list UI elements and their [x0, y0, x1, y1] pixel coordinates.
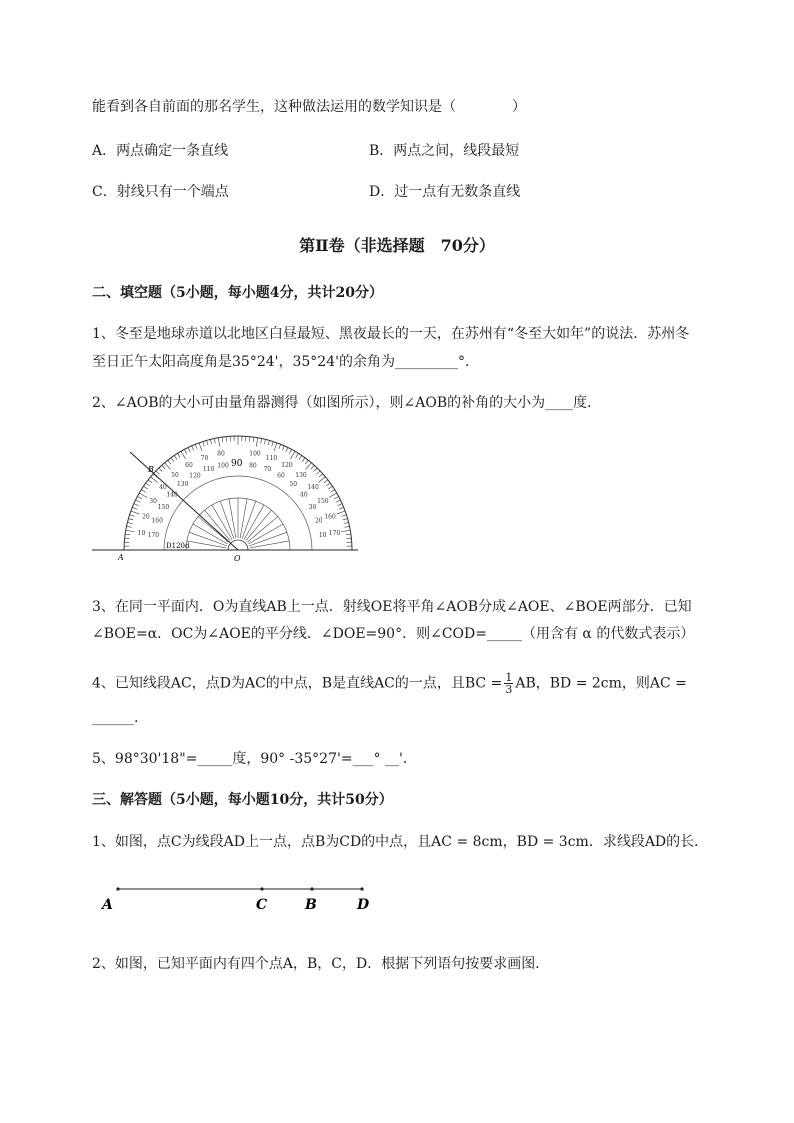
protractor-tick	[128, 519, 133, 520]
protractor-tick	[131, 511, 139, 514]
point-a-dot	[116, 887, 119, 890]
one-third-fraction	[504, 672, 513, 695]
protractor-tick	[268, 440, 269, 445]
protractor-tick	[139, 493, 147, 498]
protractor-tick	[311, 465, 314, 469]
protractor-tick	[272, 442, 274, 447]
protractor-tick	[253, 437, 254, 442]
protractor-inner-number: 40	[300, 491, 308, 499]
protractor-radial-line	[249, 532, 287, 546]
protractor-tick	[127, 522, 132, 523]
protractor-tick	[282, 446, 284, 451]
protractor-tick	[210, 439, 211, 444]
protractor-tick	[341, 530, 350, 532]
protractor-inner-number: 20	[314, 517, 323, 525]
protractor-outer-number: 10	[137, 529, 146, 537]
point-o-label: O	[234, 554, 241, 563]
q2-line: 2、∠AOB的大小可由量角器测得（如图所示），则∠AOB的补角的大小为____度．	[92, 395, 602, 411]
protractor-tick	[125, 538, 130, 539]
point-d-dot	[360, 887, 363, 890]
protractor-tick	[159, 468, 162, 472]
protractor-inner-number: 130	[176, 481, 189, 489]
protractor-tick	[328, 486, 332, 489]
protractor-figure	[88, 430, 363, 565]
protractor-tick	[334, 496, 338, 498]
protractor-tick	[178, 453, 181, 457]
protractor-tick	[249, 437, 250, 442]
q5-line: 5、98°30'18"=_____度，90° -35°27'=___° __'．	[92, 751, 417, 767]
protractor-tick	[171, 458, 174, 462]
label-c: C	[256, 897, 268, 913]
protractor-tick	[305, 463, 311, 470]
protractor-tick	[305, 460, 308, 464]
protractor-tick	[274, 443, 277, 451]
protractor-inner-number: 120	[189, 472, 201, 480]
protractor-outer-number: 80	[217, 450, 225, 458]
protractor-outer-number: 50	[171, 471, 179, 479]
protractor-tick	[299, 455, 302, 459]
protractor-tick	[261, 438, 262, 443]
protractor-inner-number: 140	[166, 491, 178, 499]
protractor-inner-number: 80	[249, 462, 257, 470]
q1-line1: 1、冬至是地球赤道以北地区白昼最短、黑夜最长的一天，在苏州有“冬至大如年”的说法．苏州冬	[92, 326, 690, 342]
section-solve-heading: 三、解答题（5小题，每小题10分，共计50分）	[92, 792, 393, 808]
protractor-radial-line	[220, 501, 234, 539]
q4-line1	[92, 672, 687, 695]
protractor-outer-number: 20	[142, 513, 150, 521]
protractor-tick	[256, 438, 258, 447]
protractor-tick	[286, 448, 288, 452]
protractor-tick	[296, 453, 299, 457]
question-tail-text: 能看到各自前面的那名学生，这种做法运用的数学知识是（ ）	[92, 99, 526, 115]
protractor-tick	[336, 500, 340, 502]
protractor-tick	[174, 455, 177, 459]
protractor-inner-number: 10	[318, 532, 327, 540]
protractor-tick	[125, 534, 130, 535]
protractor-outer-number: 150	[317, 498, 329, 505]
protractor-tick	[151, 477, 158, 483]
point-a-label: A	[118, 553, 124, 562]
protractor-tick	[338, 504, 343, 506]
protractor-inner-number: 70	[263, 466, 272, 474]
protractor-tick	[126, 526, 131, 527]
q3-line2: ∠BOE=α．OC为∠AOE的平分线．∠DOE=90°．则∠COD=_____（用含有 α 的代数式表示）	[92, 626, 695, 642]
q1-line2: 至日正午太阳高度角是35°24'，35°24'的余角为_________°．	[92, 354, 479, 370]
protractor-tick	[345, 526, 350, 527]
protractor-outer-number: 100	[249, 450, 261, 458]
protractor-center-arc	[228, 540, 248, 550]
protractor-tick	[188, 448, 190, 452]
protractor-outer-number: 170	[328, 529, 341, 537]
protractor-model-label: D120d	[166, 542, 190, 550]
protractor-tick	[137, 496, 141, 498]
protractor-outer-number: 160	[324, 513, 336, 521]
protractor-tick	[214, 438, 215, 443]
point-c-dot	[260, 887, 263, 890]
protractor-radial-line	[250, 541, 289, 548]
protractor-tick	[289, 449, 291, 453]
protractor-tick	[192, 446, 194, 451]
protractor-tick	[316, 471, 320, 474]
protractor-tick	[339, 507, 344, 509]
protractor-inner-number: 170	[147, 532, 160, 540]
protractor-inner-number: 100	[217, 462, 229, 470]
protractor-radial-line	[240, 499, 247, 538]
protractor-outer-number: 30	[149, 498, 157, 505]
protractor-tick	[143, 486, 147, 489]
option-c: C．射线只有一个端点	[92, 184, 229, 200]
protractor-radial-line	[187, 541, 226, 548]
label-b: B	[305, 897, 317, 913]
protractor-tick	[168, 460, 171, 464]
protractor-tick	[222, 437, 223, 442]
protractor-tick	[330, 490, 334, 493]
point-b-dot	[310, 887, 313, 890]
protractor-tick	[126, 530, 135, 532]
q4-part1: 4、已知线段AC，点D为AC的中点，B是直线AC的一点，且BC =	[92, 675, 503, 692]
protractor-tick	[324, 480, 328, 483]
fraction-numerator: 1	[505, 671, 513, 684]
protractor-inner-number: 60	[277, 472, 285, 480]
label-d: D	[357, 897, 370, 913]
label-a: A	[102, 897, 113, 913]
protractor-tick	[195, 444, 197, 449]
protractor-tick	[148, 480, 152, 483]
protractor-tick	[326, 483, 330, 486]
protractor-inner-number: 110	[202, 466, 215, 474]
protractor-outer-number: 60	[185, 462, 193, 470]
protractor-tick	[156, 471, 160, 474]
protractor-inner-number: 150	[157, 504, 170, 511]
protractor-tick	[203, 442, 205, 447]
protractor-tick	[136, 500, 140, 502]
protractor-tick	[264, 439, 265, 444]
protractor-inner-number: 160	[151, 517, 163, 525]
protractor-radial-line	[242, 501, 256, 539]
protractor-tick	[318, 477, 325, 483]
protractor-outer-number: 110	[265, 454, 278, 462]
protractor-tick	[181, 451, 186, 459]
protractor-inner-number: 30	[308, 504, 317, 511]
option-a: A．两点确定一条直线	[92, 143, 229, 159]
protractor-tick	[302, 458, 305, 462]
section-fill-blank-heading: 二、填空题（5小题，每小题4分，共计20分）	[92, 285, 383, 301]
protractor-tick	[346, 534, 351, 535]
protractor-tick	[134, 504, 139, 506]
fraction-denominator: 3	[505, 683, 513, 696]
protractor-tick	[319, 474, 323, 477]
part2-title: 第Ⅱ卷（非选择题 70分）	[299, 236, 495, 255]
protractor-tick	[146, 483, 150, 486]
s1-line: 1、如图，点C为线段AD上一点，点B为CD的中点，且AC = 8cm，BD = 3cm．求线段AD的长．	[92, 834, 709, 850]
protractor-radial-line	[229, 499, 236, 538]
protractor-tick	[226, 437, 227, 442]
option-b: B．两点之间，线段最短	[369, 143, 520, 159]
protractor-ninety-label: 90	[231, 459, 243, 469]
point-b-label: B	[148, 465, 154, 474]
protractor-tick	[162, 465, 165, 469]
protractor-tick	[141, 490, 145, 493]
protractor-tick	[346, 538, 351, 539]
segment-figure	[100, 880, 390, 920]
protractor-tick	[329, 493, 337, 498]
s2-line: 2、如图，已知平面内有四个点A，B，C，D．根据下列语句按要求画图．	[92, 956, 550, 972]
protractor-tick	[342, 515, 347, 517]
protractor-outer-number: 130	[295, 471, 307, 479]
protractor-tick	[130, 515, 135, 517]
q4-part2: AB，BD = 2cm，则AC =	[515, 675, 687, 692]
protractor-inner-number: 50	[289, 481, 298, 489]
protractor-outer-number: 120	[281, 462, 293, 470]
q4-line2: ______.	[92, 710, 139, 726]
protractor-tick	[314, 468, 317, 472]
protractor-outer-number: 40	[159, 484, 167, 492]
protractor-tick	[165, 463, 171, 470]
protractor-tick	[343, 519, 348, 520]
protractor-tick	[184, 449, 186, 453]
protractor-tick	[199, 443, 202, 451]
protractor-outer-number: 70	[200, 454, 209, 462]
q3-line1: 3、在同一平面内．O为直线AB上一点．射线OE将平角∠AOB分成∠AOE、∠BOE两部分．已知	[92, 599, 692, 615]
protractor-tick	[279, 444, 281, 449]
protractor-tick	[291, 451, 296, 459]
protractor-tick	[207, 440, 208, 445]
protractor-outer-number: 140	[307, 484, 319, 492]
protractor-tick	[344, 522, 349, 523]
option-d: D．过一点有无数条直线	[369, 184, 521, 200]
protractor-tick	[337, 511, 345, 514]
protractor-tick	[132, 507, 137, 509]
protractor-tick	[218, 438, 220, 447]
protractor-scale	[124, 436, 352, 550]
